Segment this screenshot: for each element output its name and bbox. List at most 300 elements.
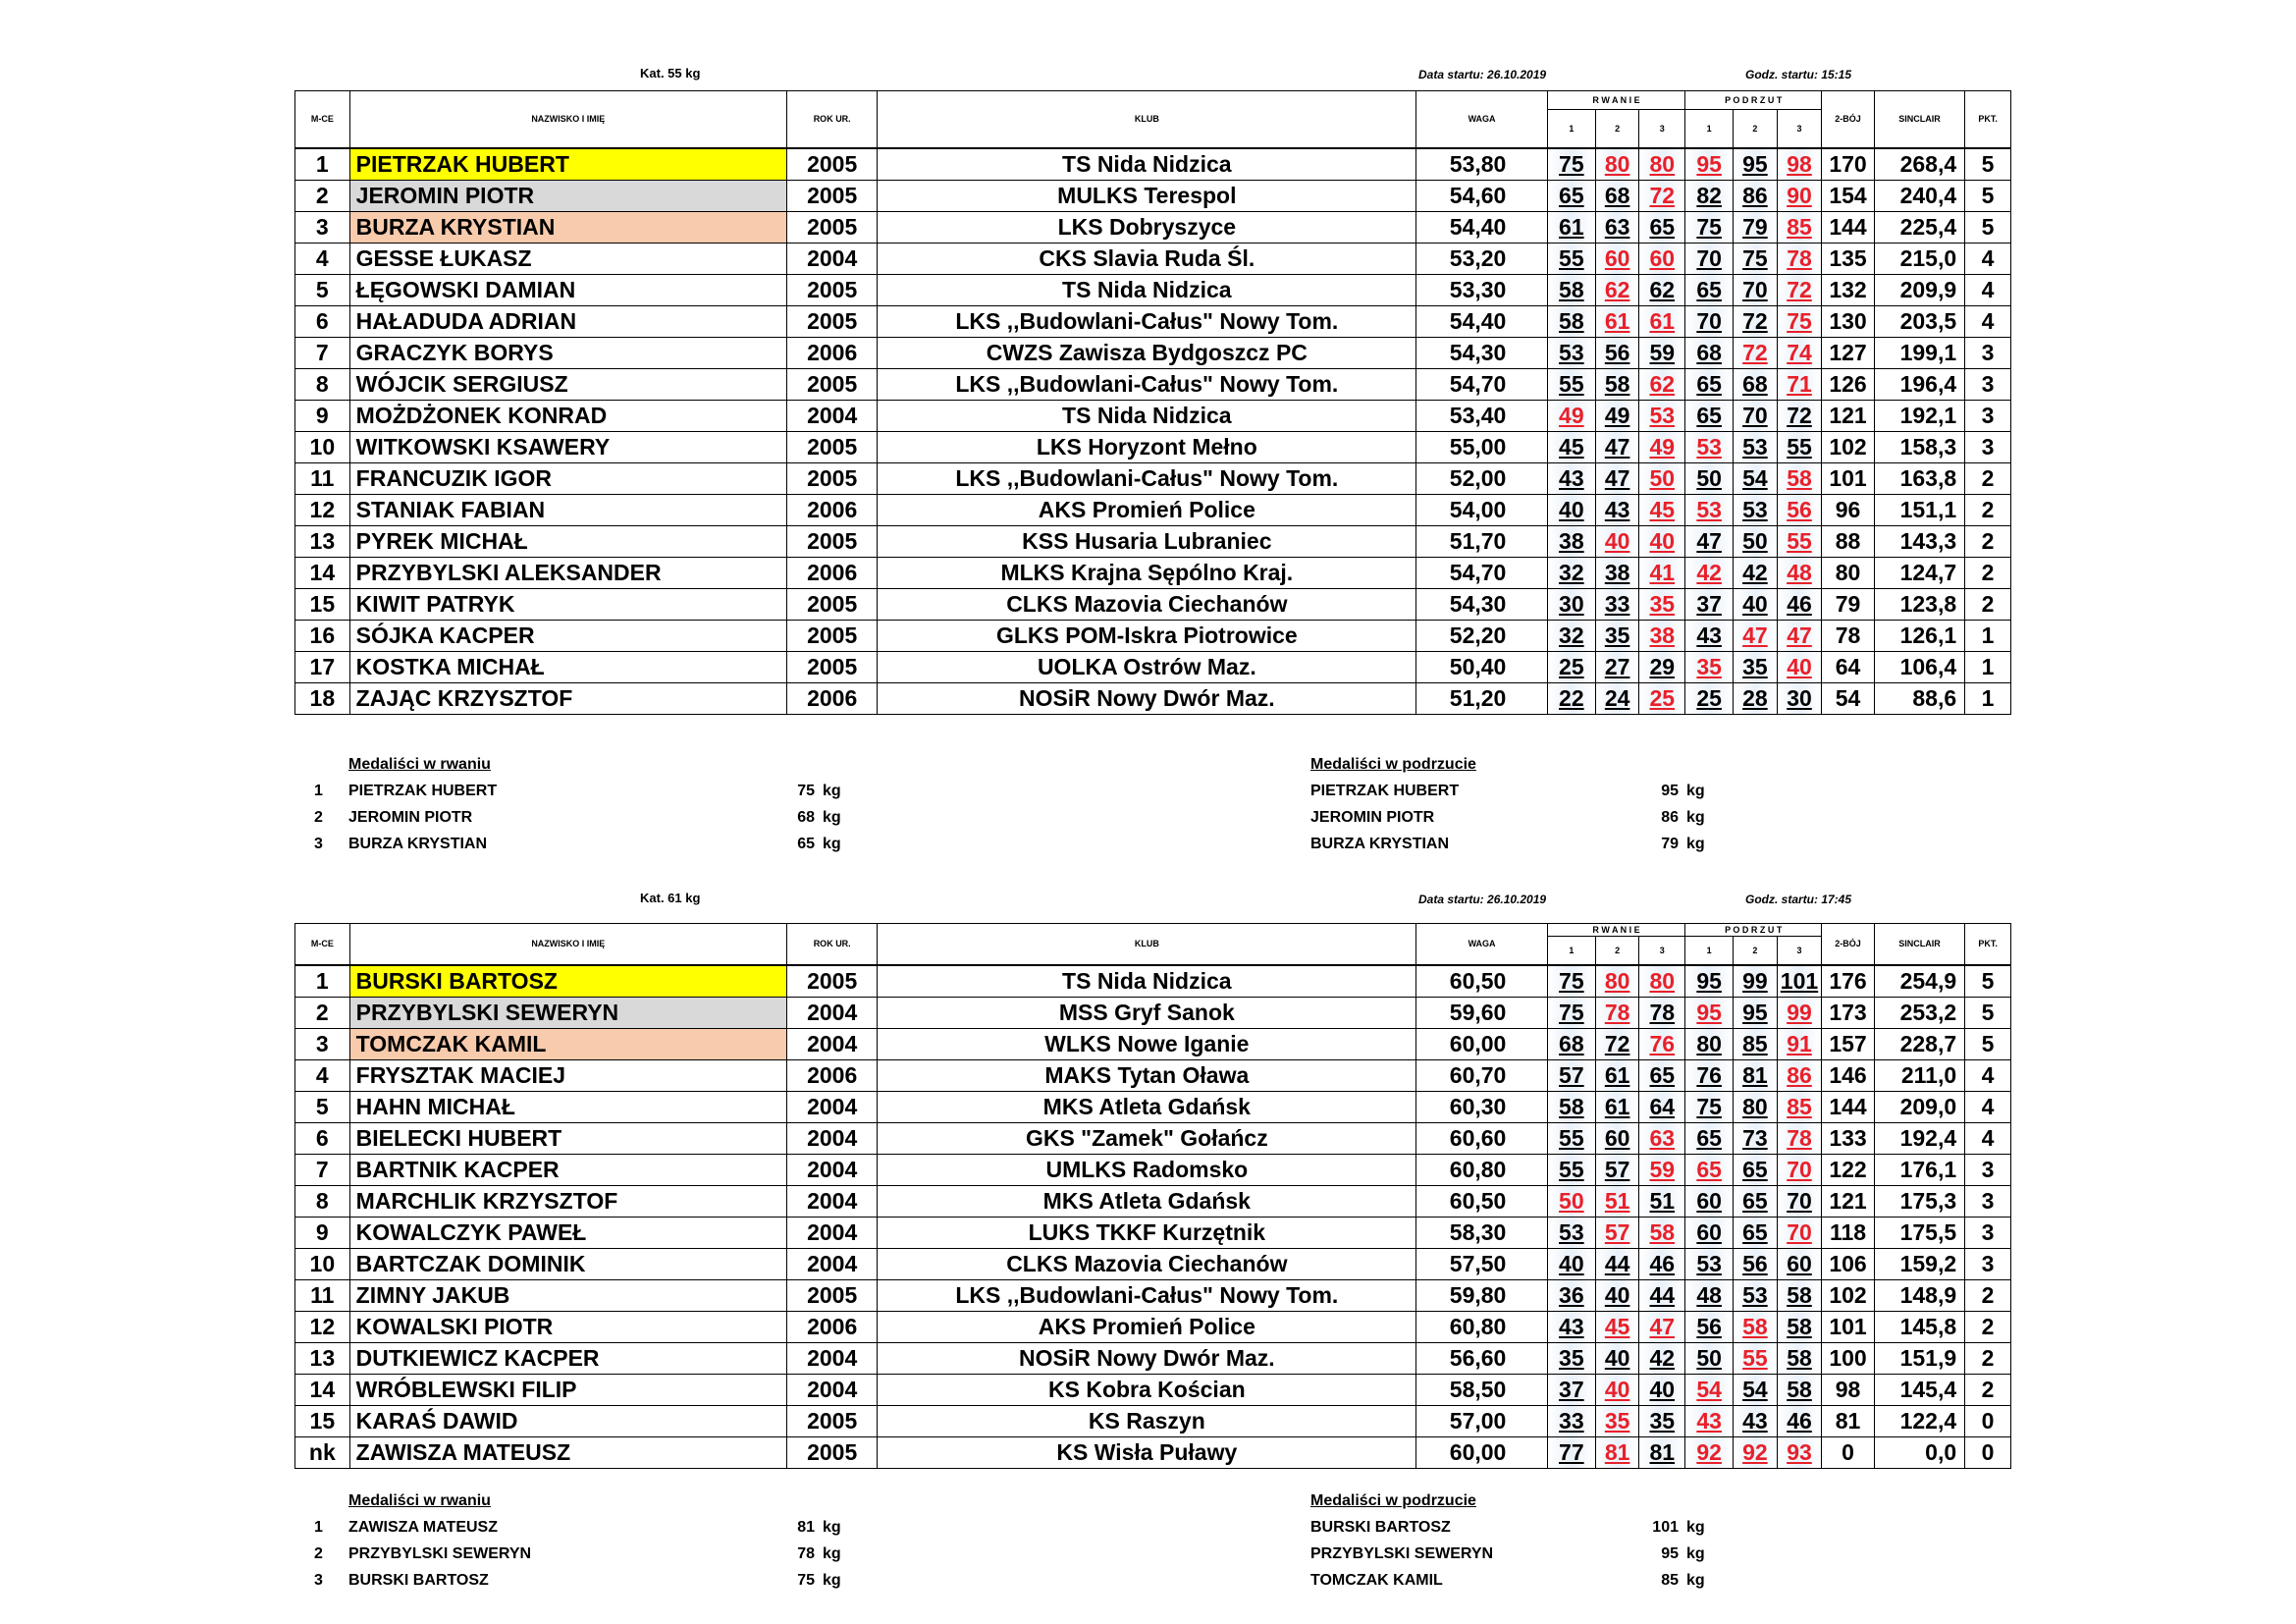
total: 88 [1822, 525, 1874, 557]
good-lift: 25 [1559, 653, 1584, 679]
start-date: Data startu: 26.10.2019 [1418, 68, 1547, 81]
birth-year: 2005 [786, 1436, 877, 1468]
birth-year: 2004 [786, 1248, 877, 1279]
points: 3 [1965, 1185, 2011, 1217]
medal-unit: kg [1686, 836, 1705, 852]
good-lift: 65 [1649, 1061, 1676, 1088]
place: 7 [295, 1154, 350, 1185]
failed-lift: 35 [1696, 653, 1722, 679]
sinclair: 145,8 [1874, 1311, 1964, 1342]
total: 176 [1822, 965, 1874, 998]
birth-year: 2006 [786, 1311, 877, 1342]
result-row [295, 1436, 2011, 1468]
athlete-name: WRÓBLEWSKI FILIP [349, 1374, 786, 1405]
body-weight: 51,20 [1416, 682, 1548, 714]
snatch-attempt-3 [1639, 1405, 1685, 1436]
body-weight: 53,30 [1416, 274, 1548, 305]
good-lift: 95 [1742, 150, 1768, 177]
body-weight: 57,00 [1416, 1405, 1548, 1436]
body-weight: 59,80 [1416, 1279, 1548, 1311]
body-weight: 53,80 [1416, 148, 1548, 181]
medal-name: BURSKI BARTOSZ [348, 1572, 489, 1589]
snatch-attempt-1 [1547, 1248, 1595, 1279]
failed-lift: 40 [1787, 653, 1812, 679]
failed-lift: 45 [1649, 496, 1676, 522]
failed-lift: 72 [1787, 276, 1812, 302]
cj-attempt-2 [1734, 1154, 1778, 1185]
points: 5 [1965, 211, 2011, 243]
good-lift: 81 [1649, 1438, 1676, 1465]
failed-lift: 78 [1604, 999, 1630, 1025]
header-sinclair: SINCLAIR [1874, 924, 1964, 965]
medal-name: PIETRZAK HUBERT [1310, 783, 1460, 799]
medal-rank: 3 [314, 836, 323, 852]
medal-weight: 65 [797, 836, 815, 852]
total: 64 [1822, 651, 1874, 682]
club: KS Wisła Puławy [878, 1436, 1416, 1468]
athlete-name: BURSKI BARTOSZ [349, 965, 786, 998]
header-cj-attempt-3: 3 [1777, 110, 1822, 148]
start-time: Godz. startu: 17:45 [1745, 893, 1852, 906]
total: 81 [1822, 1405, 1874, 1436]
good-lift: 70 [1787, 1187, 1812, 1214]
good-lift: 35 [1649, 1407, 1676, 1434]
total: 146 [1822, 1059, 1874, 1091]
birth-year: 2006 [786, 337, 877, 368]
cj-attempt-2 [1734, 1405, 1778, 1436]
body-weight: 60,70 [1416, 1059, 1548, 1091]
snatch-attempt-3 [1639, 1154, 1685, 1185]
birth-year: 2005 [786, 180, 877, 211]
medal-unit: kg [1686, 1572, 1705, 1589]
snatch-attempt-3 [1639, 1342, 1685, 1374]
club: KS Raszyn [878, 1405, 1416, 1436]
good-lift: 54 [1742, 464, 1768, 491]
good-lift: 56 [1696, 1313, 1722, 1339]
place: 18 [295, 682, 350, 714]
good-lift: 58 [1787, 1376, 1812, 1402]
good-lift: 70 [1696, 307, 1722, 334]
snatch-attempt-1 [1547, 1122, 1595, 1154]
failed-lift: 57 [1604, 1218, 1630, 1245]
body-weight: 52,00 [1416, 462, 1548, 494]
good-lift: 59 [1649, 339, 1676, 365]
cj-attempt-2 [1734, 1436, 1778, 1468]
place: 16 [295, 620, 350, 651]
snatch-attempt-3 [1639, 1436, 1685, 1468]
good-lift: 86 [1742, 182, 1768, 208]
snatch-attempt-2 [1595, 1154, 1639, 1185]
header-name: NAZWISKO I IMIĘ [349, 924, 786, 965]
failed-lift: 48 [1787, 559, 1812, 585]
good-lift: 46 [1787, 1407, 1812, 1434]
body-weight: 58,30 [1416, 1217, 1548, 1248]
result-row [295, 1028, 2011, 1059]
good-lift: 75 [1559, 999, 1584, 1025]
failed-lift: 61 [1604, 307, 1630, 334]
club: LKS Dobryszyce [878, 211, 1416, 243]
place: 1 [295, 148, 350, 181]
snatch-attempt-3 [1639, 1374, 1685, 1405]
snatch-attempt-3 [1639, 1185, 1685, 1217]
athlete-name: DUTKIEWICZ KACPER [349, 1342, 786, 1374]
failed-lift: 56 [1787, 496, 1812, 522]
cj-attempt-2 [1734, 1122, 1778, 1154]
failed-lift: 86 [1787, 1061, 1812, 1088]
medal-rank: 3 [314, 1572, 323, 1589]
cj-attempt-3 [1777, 1374, 1822, 1405]
body-weight: 60,00 [1416, 1028, 1548, 1059]
club: AKS Promień Police [878, 1311, 1416, 1342]
place: 8 [295, 1185, 350, 1217]
good-lift: 32 [1559, 559, 1584, 585]
total: 121 [1822, 400, 1874, 431]
failed-lift: 78 [1787, 1124, 1812, 1151]
body-weight: 60,50 [1416, 1185, 1548, 1217]
club: TS Nida Nidzica [878, 400, 1416, 431]
sinclair: 192,1 [1874, 400, 1964, 431]
club: CLKS Mazovia Ciechanów [878, 588, 1416, 620]
club: UMLKS Radomsko [878, 1154, 1416, 1185]
total: 106 [1822, 1248, 1874, 1279]
cj-attempt-3 [1777, 1185, 1822, 1217]
header-cj-attempt-2: 2 [1734, 937, 1778, 965]
good-lift: 58 [1604, 370, 1630, 397]
club: AKS Promień Police [878, 494, 1416, 525]
total: 157 [1822, 1028, 1874, 1059]
failed-lift: 85 [1787, 213, 1812, 240]
result-row [295, 1279, 2011, 1311]
sinclair: 124,7 [1874, 557, 1964, 588]
good-lift: 81 [1742, 1061, 1768, 1088]
cj-attempt-1 [1685, 1248, 1734, 1279]
body-weight: 55,00 [1416, 431, 1548, 462]
good-lift: 25 [1696, 684, 1722, 711]
cj-attempt-3 [1777, 1279, 1822, 1311]
club: MSS Gryf Sanok [878, 997, 1416, 1028]
good-lift: 55 [1559, 1124, 1584, 1151]
club: MAKS Tytan Oława [878, 1059, 1416, 1091]
total: 121 [1822, 1185, 1874, 1217]
result-row [295, 1405, 2011, 1436]
body-weight: 53,40 [1416, 400, 1548, 431]
body-weight: 54,60 [1416, 180, 1548, 211]
place: 1 [295, 965, 350, 998]
result-row [295, 1122, 2011, 1154]
birth-year: 2006 [786, 682, 877, 714]
birth-year: 2004 [786, 997, 877, 1028]
athlete-name: TOMCZAK KAMIL [349, 1028, 786, 1059]
cj-attempt-1 [1685, 1185, 1734, 1217]
good-lift: 55 [1559, 244, 1584, 271]
athlete-name: ZAJĄC KRZYSZTOF [349, 682, 786, 714]
failed-lift: 74 [1787, 339, 1812, 365]
good-lift: 70 [1696, 244, 1722, 271]
place: 9 [295, 1217, 350, 1248]
sinclair: 215,0 [1874, 243, 1964, 274]
total: 96 [1822, 494, 1874, 525]
sinclair: 175,5 [1874, 1217, 1964, 1248]
points: 4 [1965, 305, 2011, 337]
failed-lift: 92 [1742, 1438, 1768, 1465]
snatch-attempt-3 [1639, 1059, 1685, 1091]
body-weight: 60,30 [1416, 1091, 1548, 1122]
header-place: M-CE [295, 91, 350, 148]
body-weight: 54,00 [1416, 494, 1548, 525]
points: 0 [1965, 1436, 2011, 1468]
birth-year: 2004 [786, 243, 877, 274]
good-lift: 53 [1559, 339, 1584, 365]
medal-weight: 95 [1661, 1545, 1679, 1562]
place: 4 [295, 1059, 350, 1091]
good-lift: 58 [1787, 1313, 1812, 1339]
good-lift: 72 [1742, 307, 1768, 334]
cj-attempt-2 [1734, 1279, 1778, 1311]
cj-attempt-1 [1685, 965, 1734, 998]
cj-attempt-3 [1777, 1122, 1822, 1154]
start-date: Data startu: 26.10.2019 [1418, 893, 1547, 906]
medal-name: TOMCZAK KAMIL [1310, 1572, 1443, 1589]
snatch-attempt-3 [1639, 1311, 1685, 1342]
medal-weight: 101 [1652, 1519, 1679, 1536]
medal-name: ZAWISZA MATEUSZ [348, 1519, 498, 1536]
header-sinclair: SINCLAIR [1874, 91, 1964, 148]
points: 4 [1965, 274, 2011, 305]
club: LUKS TKKF Kurzętnik [878, 1217, 1416, 1248]
birth-year: 2005 [786, 588, 877, 620]
snatch-attempt-1 [1547, 1311, 1595, 1342]
total: 132 [1822, 274, 1874, 305]
body-weight: 60,00 [1416, 1436, 1548, 1468]
total: 78 [1822, 620, 1874, 651]
good-lift: 50 [1696, 464, 1722, 491]
total: 133 [1822, 1122, 1874, 1154]
medal-unit: kg [823, 783, 841, 799]
sinclair: 151,1 [1874, 494, 1964, 525]
result-row [295, 965, 2011, 998]
medal-weight: 79 [1661, 836, 1679, 852]
good-lift: 63 [1604, 213, 1630, 240]
cj-attempt-1 [1685, 1091, 1734, 1122]
good-lift: 38 [1559, 527, 1584, 554]
failed-lift: 53 [1696, 433, 1722, 460]
good-lift: 43 [1559, 1313, 1584, 1339]
points: 3 [1965, 368, 2011, 400]
points: 0 [1965, 1405, 2011, 1436]
club: WLKS Nowe Iganie [878, 1028, 1416, 1059]
start-time: Godz. startu: 15:15 [1745, 68, 1852, 81]
place: 14 [295, 1374, 350, 1405]
sinclair: 0,0 [1874, 1436, 1964, 1468]
good-lift: 65 [1649, 213, 1676, 240]
athlete-name: GESSE ŁUKASZ [349, 243, 786, 274]
good-lift: 53 [1696, 1250, 1722, 1276]
sinclair: 143,3 [1874, 525, 1964, 557]
failed-lift: 92 [1696, 1438, 1722, 1465]
failed-lift: 95 [1696, 999, 1722, 1025]
good-lift: 61 [1559, 213, 1584, 240]
cj-attempt-1 [1685, 1279, 1734, 1311]
failed-lift: 53 [1696, 496, 1722, 522]
cj-attempt-3 [1777, 965, 1822, 998]
failed-lift: 90 [1787, 182, 1812, 208]
club: LKS ,,Budowlani-Całus" Nowy Tom. [878, 462, 1416, 494]
sinclair: 268,4 [1874, 148, 1964, 181]
athlete-name: PRZYBYLSKI SEWERYN [349, 997, 786, 1028]
good-lift: 37 [1559, 1376, 1584, 1402]
failed-lift: 95 [1696, 150, 1722, 177]
birth-year: 2006 [786, 494, 877, 525]
cj-attempt-3 [1777, 1342, 1822, 1374]
cj-attempt-2 [1734, 1059, 1778, 1091]
points: 1 [1965, 620, 2011, 651]
athlete-name: FRANCUZIK IGOR [349, 462, 786, 494]
header-snatch-attempt-2: 2 [1595, 110, 1639, 148]
failed-lift: 81 [1604, 1438, 1630, 1465]
good-lift: 43 [1742, 1407, 1768, 1434]
good-lift: 65 [1559, 182, 1584, 208]
result-row [295, 1154, 2011, 1185]
header-clean-jerk: P O D R Z U T [1685, 924, 1822, 937]
body-weight: 60,50 [1416, 965, 1548, 998]
place: 6 [295, 305, 350, 337]
medal-weight: 78 [797, 1545, 815, 1562]
birth-year: 2005 [786, 274, 877, 305]
club: CWZS Zawisza Bydgoszcz PC [878, 337, 1416, 368]
failed-lift: 93 [1787, 1438, 1812, 1465]
athlete-name: HAHN MICHAŁ [349, 1091, 786, 1122]
failed-lift: 55 [1742, 1344, 1768, 1371]
failed-lift: 35 [1604, 1407, 1630, 1434]
points: 5 [1965, 148, 2011, 181]
body-weight: 60,60 [1416, 1122, 1548, 1154]
body-weight: 50,40 [1416, 651, 1548, 682]
header-club: KLUB [878, 91, 1416, 148]
snatch-attempt-3 [1639, 997, 1685, 1028]
club: LKS ,,Budowlani-Całus" Nowy Tom. [878, 305, 1416, 337]
failed-lift: 91 [1787, 1030, 1812, 1056]
medal-name: BURSKI BARTOSZ [1310, 1519, 1451, 1536]
failed-lift: 43 [1696, 1407, 1722, 1434]
good-lift: 99 [1742, 967, 1768, 994]
points: 2 [1965, 588, 2011, 620]
failed-lift: 98 [1787, 150, 1812, 177]
good-lift: 36 [1559, 1281, 1584, 1308]
good-lift: 65 [1742, 1187, 1768, 1214]
sinclair: 209,0 [1874, 1091, 1964, 1122]
medal-unit: kg [823, 836, 841, 852]
birth-year: 2005 [786, 431, 877, 462]
snatch-attempt-2 [1595, 1311, 1639, 1342]
total: 54 [1822, 682, 1874, 714]
failed-lift: 51 [1604, 1187, 1630, 1214]
good-lift: 61 [1604, 1093, 1630, 1119]
cj-attempt-2 [1734, 1311, 1778, 1342]
failed-lift: 40 [1604, 1376, 1630, 1402]
good-lift: 82 [1696, 182, 1722, 208]
header-points: PKT. [1965, 924, 2011, 965]
good-lift: 33 [1559, 1407, 1584, 1434]
snatch-attempt-1 [1547, 1342, 1595, 1374]
place: 4 [295, 243, 350, 274]
body-weight: 53,20 [1416, 243, 1548, 274]
athlete-name: WÓJCIK SERGIUSZ [349, 368, 786, 400]
birth-year: 2004 [786, 1217, 877, 1248]
cj-attempt-1 [1685, 1028, 1734, 1059]
athlete-name: PIETRZAK HUBERT [349, 148, 786, 181]
good-lift: 27 [1604, 653, 1630, 679]
total: 101 [1822, 1311, 1874, 1342]
sinclair: 158,3 [1874, 431, 1964, 462]
snatch-attempt-2 [1595, 1028, 1639, 1059]
snatch-attempt-1 [1547, 997, 1595, 1028]
cj-attempt-1 [1685, 1436, 1734, 1468]
failed-lift: 40 [1604, 527, 1630, 554]
points: 4 [1965, 1059, 2011, 1091]
cj-attempt-2 [1734, 1185, 1778, 1217]
cj-attempt-3 [1777, 1248, 1822, 1279]
failed-lift: 47 [1649, 1313, 1676, 1339]
place: 13 [295, 525, 350, 557]
snatch-attempt-1 [1547, 1374, 1595, 1405]
good-lift: 53 [1742, 496, 1768, 522]
body-weight: 52,20 [1416, 620, 1548, 651]
snatch-attempt-3 [1639, 1028, 1685, 1059]
sinclair: 163,8 [1874, 462, 1964, 494]
good-lift: 55 [1559, 370, 1584, 397]
header-clean-jerk: P O D R Z U T [1685, 91, 1822, 110]
place: 17 [295, 651, 350, 682]
athlete-name: ŁĘGOWSKI DAMIAN [349, 274, 786, 305]
points: 3 [1965, 337, 2011, 368]
sinclair: 209,9 [1874, 274, 1964, 305]
birth-year: 2005 [786, 148, 877, 181]
medals-cj-title: Medaliści w podrzucie [1310, 756, 1476, 773]
failed-lift: 71 [1787, 370, 1812, 397]
result-row [295, 997, 2011, 1028]
failed-lift: 50 [1559, 1187, 1584, 1214]
snatch-attempt-3 [1639, 1248, 1685, 1279]
failed-lift: 80 [1649, 967, 1676, 994]
body-weight: 60,80 [1416, 1311, 1548, 1342]
good-lift: 43 [1604, 496, 1630, 522]
club: GLKS POM-Iskra Piotrowice [878, 620, 1416, 651]
good-lift: 79 [1742, 213, 1768, 240]
snatch-attempt-2 [1595, 965, 1639, 998]
failed-lift: 85 [1787, 1093, 1812, 1119]
cj-attempt-2 [1734, 965, 1778, 998]
medal-rank: 1 [314, 783, 323, 799]
good-lift: 101 [1780, 967, 1819, 994]
header-snatch: R W A N I E [1547, 924, 1684, 937]
birth-year: 2006 [786, 557, 877, 588]
good-lift: 65 [1696, 1124, 1722, 1151]
club: MULKS Terespol [878, 180, 1416, 211]
points: 1 [1965, 682, 2011, 714]
good-lift: 40 [1742, 590, 1768, 617]
place: 7 [295, 337, 350, 368]
medal-unit: kg [1686, 1519, 1705, 1536]
place: 5 [295, 1091, 350, 1122]
header-year: ROK UR. [786, 924, 877, 965]
result-row [295, 1311, 2011, 1342]
athlete-name: SÓJKA KACPER [349, 620, 786, 651]
points: 2 [1965, 1311, 2011, 1342]
points: 5 [1965, 965, 2011, 998]
medal-unit: kg [823, 1519, 841, 1536]
birth-year: 2005 [786, 525, 877, 557]
athlete-name: MOŻDŻONEK KONRAD [349, 400, 786, 431]
